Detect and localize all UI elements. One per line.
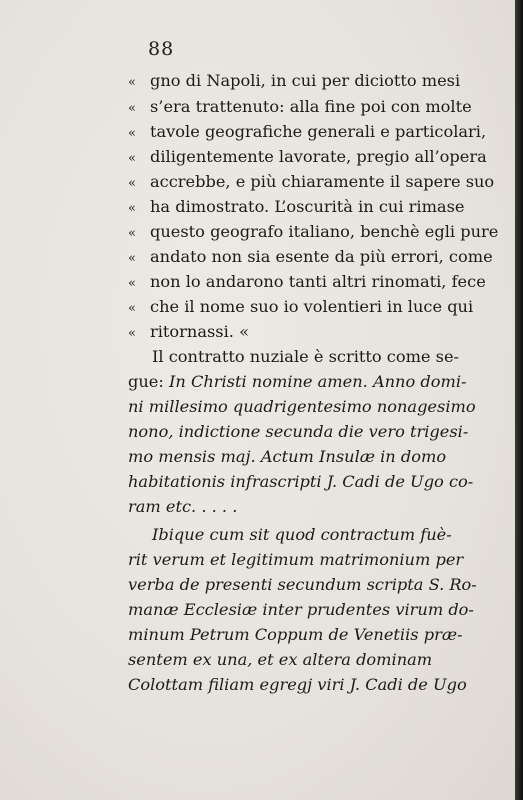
paragraph-line: Colottam filiam egregj viri J. Cadi de Ugo [128,675,467,694]
quoted-line: « diligentemente lavorate, pregio all’opera [128,147,487,169]
quoted-line: « gno di Napoli, in cui per diciotto mesi [128,71,460,93]
paragraph-line: Il contratto nuziale è scritto come se- [152,347,460,366]
paragraph-line: verba de presenti secundum scripta S. Ro- [128,575,477,594]
quote-mark: « [128,101,136,116]
quote-mark: « [128,326,136,341]
paragraph-line: sentem ex una, et ex altera dominam [128,650,433,669]
quoted-line: « tavole geografiche generali e particolari, [128,122,486,144]
quote-mark: « [128,301,136,316]
paragraph-line: nono, indictione secunda die vero trigesi- [128,422,469,441]
quote-mark: « [128,226,136,241]
page-number: 88 [148,38,175,60]
quote-mark: « [128,251,136,266]
paragraph-line: ram etc. . . . . [128,497,238,516]
quoted-line: « non lo andarono tanti altri rinomati, fece [128,272,486,294]
quote-mark: « [128,75,136,90]
paragraph-line: gue: In Christi nomine amen. Anno domi- [128,372,467,391]
quoted-line: « questo geografo italiano, benchè egli pure [128,222,498,244]
paragraph-line: mo mensis maj. Actum Insulæ in domo [128,447,447,466]
quoted-line: « andato non sia esente da più errori, come [128,247,493,269]
paragraph-line: ni millesimo quadrigentesimo nonagesimo [128,397,476,416]
quote-mark: « [128,126,136,141]
page-edge-shadow [515,0,523,800]
paragraph-line: Ibique cum sit quod contractum fuè- [152,525,452,544]
quoted-line: « ritornassi. « [128,322,249,344]
quote-mark: « [128,176,136,191]
quoted-line: « s’era trattenuto: alla fine poi con molte [128,97,472,119]
quote-mark: « [128,276,136,291]
paragraph-line: minum Petrum Coppum de Venetiis præ- [128,625,463,644]
paragraph-line: habitationis infrascripti J. Cadi de Ugo co- [128,472,474,491]
quote-mark: « [128,201,136,216]
paragraph-line: rit verum et legitimum matrimonium per [128,550,464,569]
quoted-line: « che il nome suo io volentieri in luce qui [128,297,473,319]
paragraph-line: manæ Ecclesiæ inter prudentes virum do- [128,600,474,619]
quote-mark: « [128,151,136,166]
quoted-line: « accrebbe, e più chiaramente il sapere suo [128,172,494,194]
quoted-line: « ha dimostrato. L’oscurità in cui rimase [128,197,464,219]
